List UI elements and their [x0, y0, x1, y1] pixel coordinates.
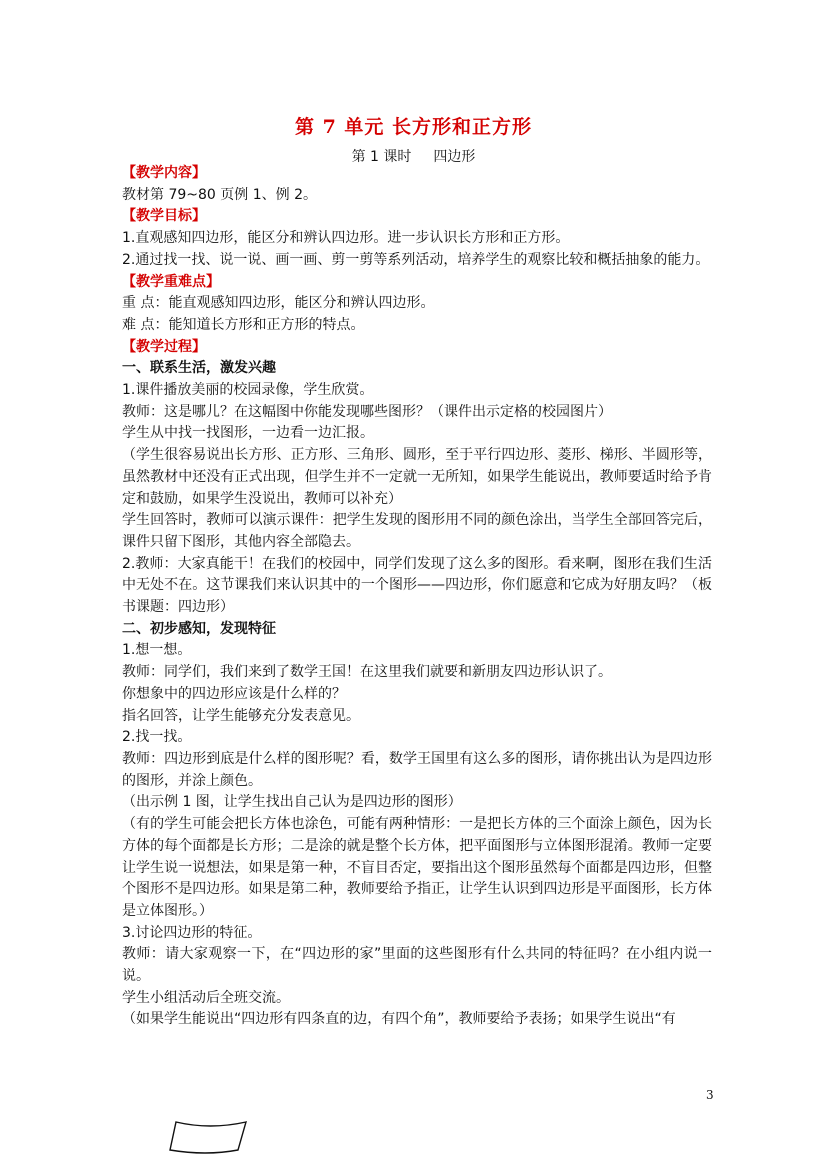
lesson-name: 四边形 — [433, 149, 476, 165]
paragraph: 教师：这是哪儿？在这幅图中你能发现哪些图形？（课件出示定格的校园图片） — [122, 403, 612, 420]
paragraph: 重 点：能直观感知四边形，能区分和辨认四边形。 — [122, 295, 435, 312]
subsection-heading: 二、初步感知，发现特征 — [122, 620, 276, 637]
paragraph: 学生回答时，教师可以演示课件：把学生发现的图形用不同的颜色涂出，当学生全部回答完后，课件只留下图形，其他内容全部隐去。 — [122, 512, 712, 550]
paragraph: （有的学生可能会把长方体也涂色，可能有两种情形：一是把长方体的三个面涂上颜色，因为长方体的每个面都是长方形；二是涂的就是整个长方体，把平面图形与立体图形混淆。教师一定要让学生说一说想法，如果是第一种，不盲目否定，要指出这个图形虽然每个面都是四边形，但整个图形不是四边形。如果是第二种，教师要给予指正，让学生认识到四边形是平面图形，长方体是立体图形。） — [122, 816, 712, 919]
paragraph: 2.通过找一找、说一说、画一画、剪一剪等系列活动，培养学生的观察比较和概括抽象的能力。 — [122, 251, 710, 268]
paragraph: 学生从中找一找图形，一边看一边汇报。 — [122, 425, 374, 442]
quadrilateral-figure — [168, 1116, 252, 1156]
paragraph: 教师：请大家观察一下，在“四边形的家”里面的这些图形有什么共同的特征吗？在小组内说一说。 — [122, 946, 712, 985]
document-body — [122, 163, 712, 1031]
section-heading: 【教学过程】 — [122, 338, 206, 355]
page-title: 第 7 单元 长方形和正方形 — [294, 116, 533, 138]
paragraph: 教师：同学们，我们来到了数学王国！在这里我们就要和新朋友四边形认识了。 — [122, 664, 612, 681]
paragraph: 3.讨论四边形的特征。 — [122, 924, 262, 941]
paragraph: 教材第 79~80 页例 1、例 2。 — [122, 186, 317, 203]
paragraph: （如果学生能说出“四边形有四条直的边，有四个角”，教师要给予表扬；如果学生说出“有 — [122, 1011, 676, 1028]
lesson-number: 第 1 课时 — [351, 149, 412, 165]
page-number: 3 — [706, 1088, 714, 1102]
paragraph: 难 点：能知道长方形和正方形的特点。 — [122, 316, 365, 333]
paragraph: （出示例 1 图，让学生找出自己认为是四边形的图形） — [122, 794, 462, 811]
paragraph: 1.直观感知四边形，能区分和辨认四边形。进一步认识长方形和正方形。 — [122, 230, 570, 247]
subsection-heading: 一、联系生活，激发兴趣 — [122, 360, 276, 377]
section-heading: 【教学重难点】 — [122, 273, 220, 290]
paragraph: 2.找一找。 — [122, 729, 192, 746]
section-heading: 【教学内容】 — [122, 165, 206, 181]
paragraph: 指名回答，让学生能够充分发表意见。 — [122, 707, 360, 724]
section-heading: 【教学目标】 — [122, 208, 206, 225]
paragraph: 学生小组活动后全班交流。 — [122, 989, 290, 1006]
paragraph: 教师：四边形到底是什么样的图形呢？看，数学王国里有这么多的图形，请你挑出认为是四边形的图形，并涂上颜色。 — [122, 750, 712, 789]
paragraph: 你想象中的四边形应该是什么样的？ — [122, 685, 346, 702]
paragraph: 1.想一想。 — [122, 642, 192, 659]
paragraph: （学生很容易说出长方形、正方形、三角形、圆形，至于平行四边形、菱形、梯形、半圆形等，虽然教材中还没有正式出现，但学生并不一定就一无所知，如果学生能说出，教师要适时给予肯定和鼓励，如果学生没说出，教师可以补充） — [122, 447, 712, 507]
paragraph: 2.教师：大家真能干！在我们的校园中，同学们发现了这么多的图形。看来啊，图形在我们生活中无处不在。这节课我们来认识其中的一个图形——四边形，你们愿意和它成为好朋友吗？（板书课题：四边形） — [122, 555, 712, 616]
paragraph: 1.课件播放美丽的校园录像，学生欣赏。 — [122, 382, 374, 399]
